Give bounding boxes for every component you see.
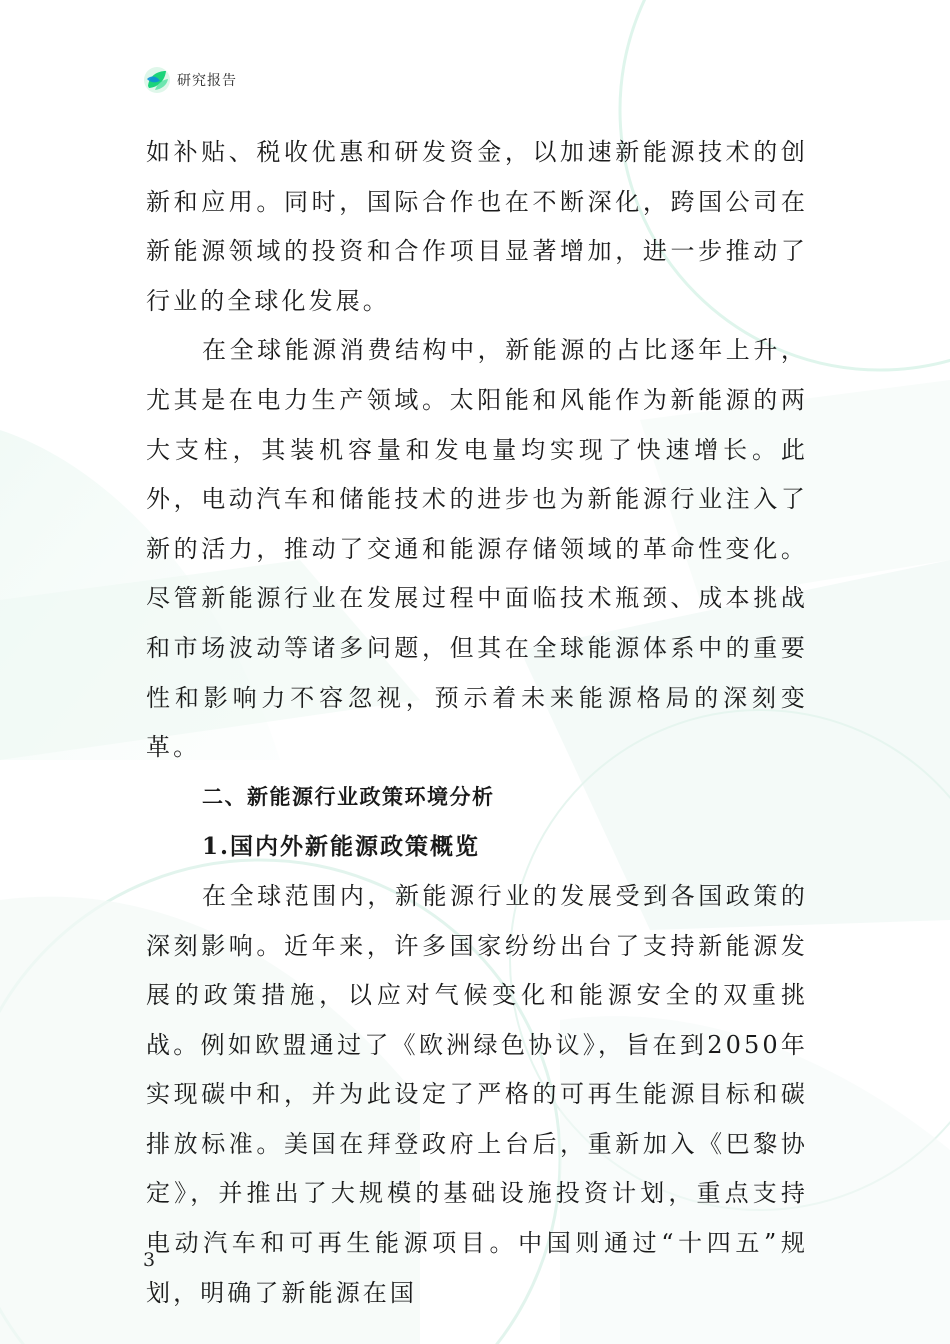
page-number: 3	[143, 1249, 156, 1271]
document-body	[146, 128, 808, 1318]
section-heading: 二、新能源行业政策环境分析	[202, 784, 495, 809]
subsection-heading: 1.国内外新能源政策概览	[202, 833, 481, 861]
leaf-logo-icon	[143, 66, 171, 94]
paragraph-global-policies: 在全球范围内，新能源行业的发展受到各国政策的深刻影响。近年来，许多国家纷纷出台了支持新能源发展的政策措施，以应对气候变化和能源安全的双重挑战。例如欧盟通过了《欧洲绿色协议》，旨在到2050年实现碳中和，并为此设定了严格的可再生能源目标和碳排放标准。美国在拜登政府上台后，重新加入《巴黎协定》，并推出了大规模的基础设施投资计划，重点支持电动汽车和可再生能源项目。中国则通过“十四五”规划，明确了新能源在国	[146, 881, 808, 1307]
header-title: 研究报告	[177, 73, 237, 89]
paragraph-energy-structure: 在全球能源消费结构中，新能源的占比逐年上升，尤其是在电力生产领域。太阳能和风能作为新能源的两大支柱，其装机容量和发电量均实现了快速增长。此外，电动汽车和储能技术的进步也为新能源行业注入了新的活力，推动了交通和能源存储领域的革命性变化。尽管新能源行业在发展过程中面临技术瓶颈、成本挑战和市场波动等诸多问题，但其在全球能源体系中的重要性和影响力不容忽视，预示着未来能源格局的深刻变革。	[146, 336, 808, 762]
paragraph-policy-support: 如补贴、税收优惠和研发资金，以加速新能源技术的创新和应用。同时，国际合作也在不断深化，跨国公司在新能源领域的投资和合作项目显著增加，进一步推动了行业的全球化发展。	[146, 138, 808, 315]
report-header	[143, 66, 237, 94]
